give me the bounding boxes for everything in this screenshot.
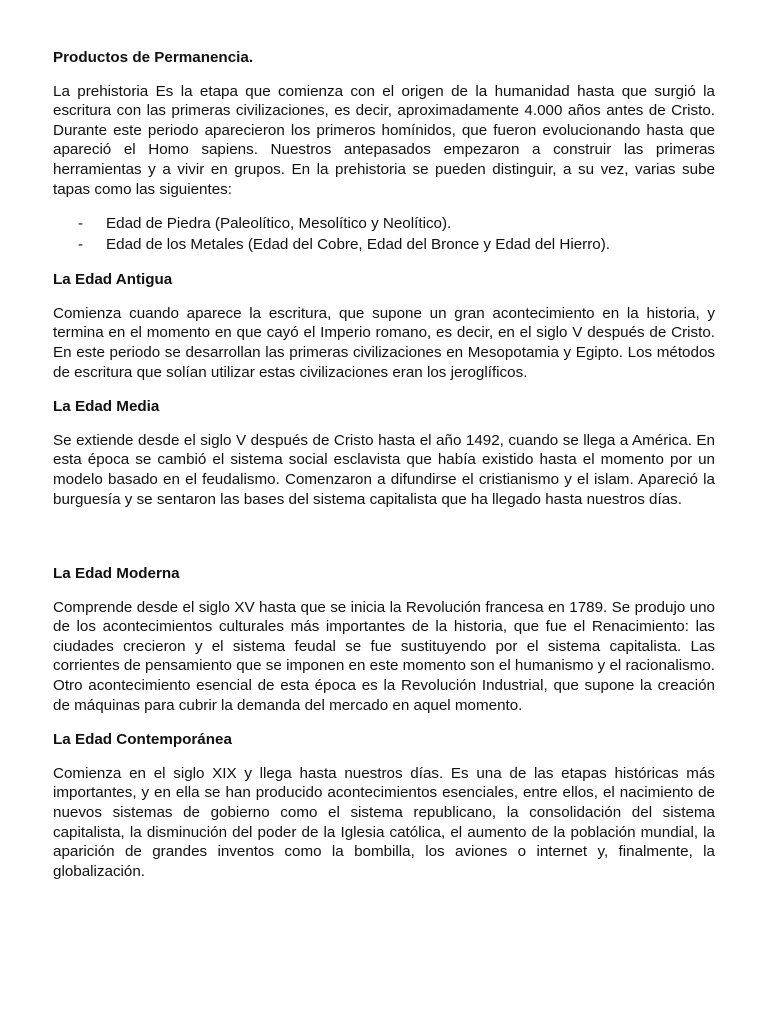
- list-item: [53, 214, 715, 235]
- section-text-edad-moderna: Comprende desde el siglo XV hasta que se inicia la Revolución francesa en 1789. Se produjo uno de los acontecimientos culturales más importantes de la historia, que fue el Renacimiento: las ciudades crecieron y el sistema feudal se fue sustituyendo por el sistema capitalista. Las corrientes de pensamiento que se imponen en este momento son el humanismo y el racionalismo. Otro acontecimiento esencial de esta época es la Revolución Industrial, que supone la creación de máquinas para cubrir la demanda del mercado en aquel momento.: [53, 598, 715, 714]
- prehistory-list: [53, 214, 715, 255]
- intro-paragraph: La prehistoria Es la etapa que comienza con el origen de la humanidad hasta que surgió la escritura con las primeras civilizaciones, es decir, aproximadamente 4.000 años antes de Cristo. Durante este periodo aparecieron los primeros homínidos, que fueron evolucionando hasta que apareció el Homo sapiens. Nuestros antepasados empezaron a construir las primeras herramientas y a vivir en grupos. En la prehistoria se pueden distinguir, a su vez, varias sube tapas como las siguientes:: [53, 82, 715, 198]
- section-text-edad-contemporanea: Comienza en el siglo XIX y llega hasta nuestros días. Es una de las etapas históricas más importantes, y en ella se han producido acontecimientos esenciales, entre ellos, el nacimiento de nuevos sistemas de gobierno como el sistema republicano, la consolidación del sistema capitalista, la disminución del poder de la Iglesia católica, el aumento de la población mundial, la aparición de grandes inventos como la bombilla, los aviones o internet y, finalmente, la globalización.: [53, 764, 715, 880]
- list-item-text: Edad de Piedra (Paleolítico, Mesolítico y Neolítico).: [106, 215, 452, 233]
- list-dash: -: [78, 235, 84, 253]
- section-text-edad-media: Se extiende desde el siglo V después de Cristo hasta el año 1492, cuando se llega a América. En esta época se cambió el sistema social esclavista que había existido hasta el momento por un modelo basado en el feudalismo. Comenzaron a difundirse el cristianismo y el islam. Apareció la burguesía y se sentaron las bases del sistema capitalista que ha llegado hasta nuestros días.: [53, 431, 715, 508]
- section-heading-edad-media: La Edad Media: [53, 398, 160, 416]
- list-dash: -: [78, 215, 84, 233]
- section-heading-edad-antigua: La Edad Antigua: [53, 271, 173, 289]
- section-heading-edad-contemporanea: La Edad Contemporánea: [53, 731, 232, 749]
- list-item-text: Edad de los Metales (Edad del Cobre, Edad del Bronce y Edad del Hierro).: [106, 235, 611, 253]
- list-item: [53, 235, 715, 256]
- document-title: Productos de Permanencia.: [53, 49, 254, 66]
- section-heading-edad-moderna: La Edad Moderna: [53, 565, 180, 583]
- blank-space: [53, 524, 715, 564]
- section-text-edad-antigua: Comienza cuando aparece la escritura, que supone un gran acontecimiento en la historia, y termina en el momento en que cayó el Imperio romano, es decir, en el siglo V después de Cristo. En este periodo se desarrollan las primeras civilizaciones en Mesopotamia y Egipto. Los métodos de escritura que solían utilizar estas civilizaciones eran los jeroglíficos.: [53, 304, 715, 381]
- document-page: [53, 48, 715, 896]
